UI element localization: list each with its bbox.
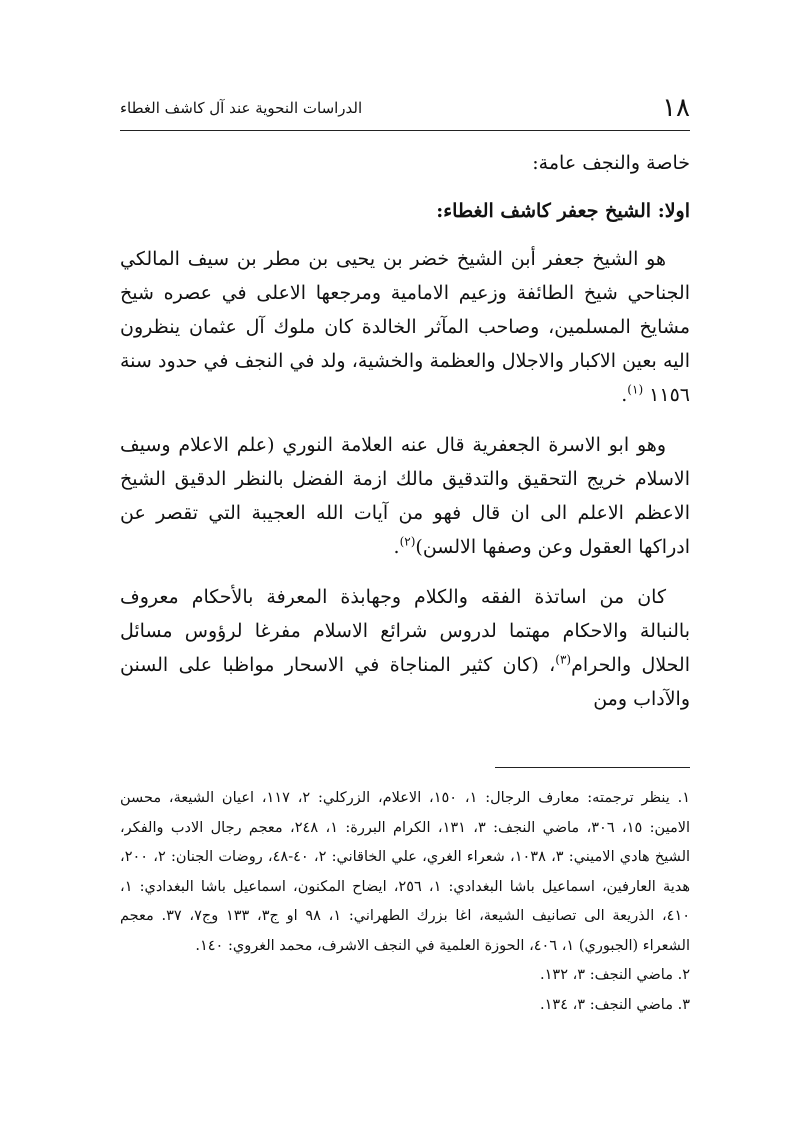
- page-number: ١٨: [662, 93, 690, 123]
- footnote-ref-1[interactable]: (١): [627, 382, 644, 397]
- section-heading: اولا: الشيخ جعفر كاشف الغطاء:: [436, 200, 690, 222]
- paragraph-family: [120, 428, 690, 564]
- footnote-1: ١. ينظر ترجمته: معارف الرجال: ١، ١٥٠، الاعلام، الزركلي: ٢، ١١٧، اعيان الشيعة، محسن الامين: ١٥، ٣٠٦، ماضي النجف: ٣، ١٣١، الكرام البررة: ١، ٢٤٨، معجم رجال الادب والفكر، الشيخ هادي الاميني: ٣، ١٠٣٨، شعراء الغري، علي الخاقاني: ٢، ٤٠-٤٨، روضات الجنان: ٢، ٢٠٠، هدية العارفين، اسماعيل باشا البغدادي: ١، ٢٥٦، ايضاح المكنون، اسماعيل باشا البغدادي: ١، ٤١٠، الذريعة الى تصانيف الشيعة، اغا بزرك الطهراني: ١، ٩٨ او ج٣، ١٣٣ وج٧، ٣٧. معجم الشعراء (الجبوري) ١، ٤٠٦، الحوزة العلمية في النجف الاشرف، محمد الغروي: ١٤٠.: [120, 790, 691, 954]
- paragraph-biography: [120, 242, 690, 412]
- paragraph-end: .: [393, 536, 400, 558]
- footnotes: [120, 784, 690, 1020]
- running-title: الدراسات النحوية عند آل كاشف الغطاء: [120, 99, 363, 117]
- footnote-divider: [495, 767, 690, 768]
- footnote-3: ٣. ماضي النجف: ٣، ١٣٤.: [540, 996, 690, 1013]
- footnote-ref-3[interactable]: (٣): [555, 652, 572, 667]
- footnote-ref-2[interactable]: (٢): [399, 534, 416, 549]
- header-divider: [120, 130, 690, 131]
- footnote-2: ٢. ماضي النجف: ٣، ١٣٢.: [540, 967, 690, 983]
- paragraph-text: هو الشيخ جعفر أبن الشيخ خضر بن يحيى بن مطر بن سيف المالكي الجناحي شيخ الطائفة وزعيم الامامية ومرجعها الاعلى في عصره شيخ مشايخ المسلمين، وصاحب المآثر الخالدة كان ملوك آل عثمان ينظرون اليه بعين الاكبار والاجلال والعظمة والخشية، ولد في النجف في حدود سنة ١١٥٦: [120, 248, 690, 406]
- paragraph-scholarship: [120, 580, 690, 716]
- page-header: [120, 92, 690, 124]
- paragraph-text-continued: ، (كان كثير المناجاة في الاسحار مواظبا على السنن والآداب ومن: [120, 654, 690, 710]
- paragraph-end: .: [621, 384, 628, 406]
- intro-line: خاصة والنجف عامة:: [532, 152, 690, 174]
- main-text: [120, 146, 690, 728]
- paragraph-text: كان من اساتذة الفقه والكلام وجهابذة المعرفة بالأحكام معروف بالنبالة والاحكام مهتما لدروس شرائع الاسلام مفرغا لرؤوس مسائل الحلال والحرام: [120, 586, 690, 676]
- paragraph-text: وهو ابو الاسرة الجعفرية قال عنه العلامة النوري (علم الاعلام وسيف الاسلام خريج التحقيق والتدقيق مالك ازمة الفضل بالنظر الدقيق الشيخ الاعظم الاعلم الى ان قال فهو من آيات الله العجيبة التي تقصر عن ادراكها العقول وعن وصفها الالسن): [120, 434, 690, 558]
